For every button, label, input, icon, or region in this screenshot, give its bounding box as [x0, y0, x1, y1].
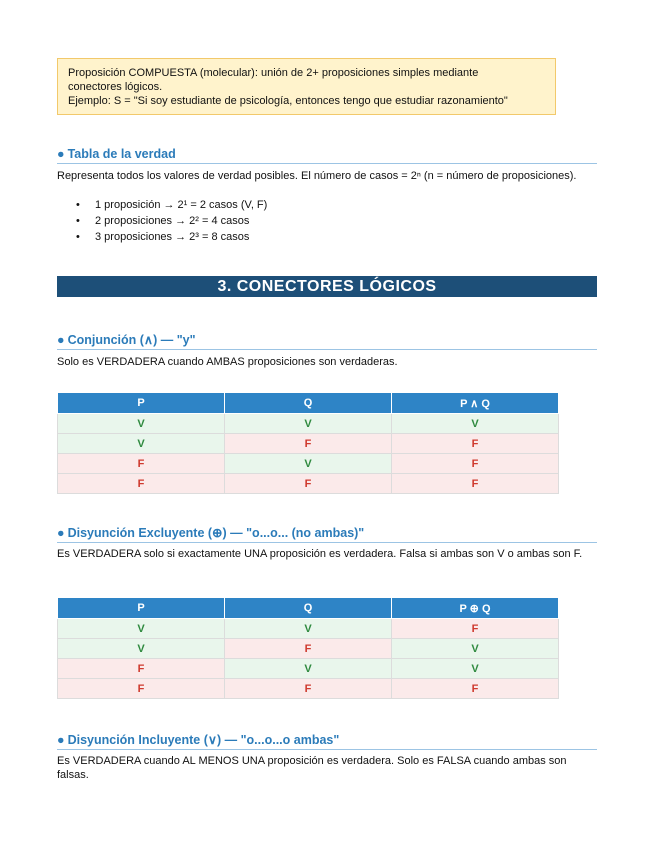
table-cell: V	[225, 414, 392, 434]
exclusive-disjunction-heading	[57, 525, 597, 543]
table-cell: F	[392, 454, 559, 474]
table-cell: V	[58, 639, 225, 659]
note-line-2: conectores lógicos.	[68, 81, 163, 93]
table-cell: F	[392, 474, 559, 494]
note-line-1: Proposición COMPUESTA (molecular): unión de 2+ proposiciones simples mediante	[68, 67, 479, 79]
table-cell: F	[58, 679, 225, 699]
table-header-row	[58, 598, 559, 619]
case-count-list	[57, 197, 267, 245]
conjunction-truth-table	[57, 392, 559, 494]
compound-proposition-note	[57, 58, 556, 115]
table-row	[58, 434, 559, 454]
table-cell: F	[225, 474, 392, 494]
column-header-result: P ∧ Q	[392, 393, 559, 414]
column-header-q: Q	[225, 598, 392, 619]
table-row	[58, 659, 559, 679]
bullet-dot-icon: ●	[57, 147, 65, 161]
table-cell: F	[392, 619, 559, 639]
table-header-row	[58, 393, 559, 414]
table-cell: F	[392, 679, 559, 699]
table-cell: V	[58, 414, 225, 434]
truth-table-heading	[57, 146, 597, 164]
table-cell: V	[225, 659, 392, 679]
column-header-p: P	[58, 393, 225, 414]
section-banner: 3. CONECTORES LÓGICOS	[57, 276, 597, 297]
table-cell: V	[58, 434, 225, 454]
list-item: • 3 proposiciones → 2³ = 8 casos	[57, 229, 267, 245]
conjunction-heading	[57, 332, 597, 350]
table-row	[58, 474, 559, 494]
table-cell: F	[225, 639, 392, 659]
table-row	[58, 454, 559, 474]
truth-table-description: Representa todos los valores de verdad posibles. El número de casos = 2ⁿ (n = número de proposiciones).	[57, 170, 577, 182]
table-row	[58, 639, 559, 659]
table-cell: F	[58, 659, 225, 679]
heading-text: Tabla de la verdad	[67, 147, 176, 161]
exclusive-disjunction-truth-table	[57, 597, 559, 699]
table-cell: F	[225, 434, 392, 454]
table-cell: F	[392, 434, 559, 454]
table-cell: F	[58, 454, 225, 474]
table-cell: V	[392, 414, 559, 434]
table-cell: F	[225, 679, 392, 699]
inclusive-disjunction-description: Es VERDADERA cuando AL MENOS UNA proposición es verdadera. Solo es FALSA cuando ambas son falsas.	[57, 755, 567, 781]
list-item: • 2 proposiciones → 2² = 4 casos	[57, 213, 267, 229]
column-header-q: Q	[225, 393, 392, 414]
bullet-dot-icon: ●	[57, 733, 65, 747]
column-header-result: P ⊕ Q	[392, 598, 559, 619]
heading-text: Conjunción (∧) — "y"	[67, 333, 196, 347]
table-row	[58, 414, 559, 434]
bullet-dot-icon: ●	[57, 526, 65, 540]
exclusive-disjunction-description: Es VERDADERA solo si exactamente UNA proposición es verdadera. Falsa si ambas son V o ambas son F.	[57, 548, 583, 560]
inclusive-disjunction-heading	[57, 732, 597, 750]
table-cell: V	[392, 639, 559, 659]
table-row	[58, 619, 559, 639]
column-header-p: P	[58, 598, 225, 619]
table-row	[58, 679, 559, 699]
table-cell: V	[58, 619, 225, 639]
heading-text: Disyunción Excluyente (⊕) — "o...o... (no ambas)"	[67, 526, 365, 540]
table-cell: F	[58, 474, 225, 494]
list-item: • 1 proposición → 2¹ = 2 casos (V, F)	[57, 197, 267, 213]
note-example: Ejemplo: S = "Si soy estudiante de psicología, entonces tengo que estudiar razonamiento"	[68, 95, 508, 107]
bullet-dot-icon: ●	[57, 333, 65, 347]
heading-text: Disyunción Incluyente (∨) — "o...o...o ambas"	[67, 733, 340, 747]
conjunction-description: Solo es VERDADERA cuando AMBAS proposiciones son verdaderas.	[57, 356, 398, 368]
table-cell: V	[225, 619, 392, 639]
table-cell: V	[392, 659, 559, 679]
table-cell: V	[225, 454, 392, 474]
